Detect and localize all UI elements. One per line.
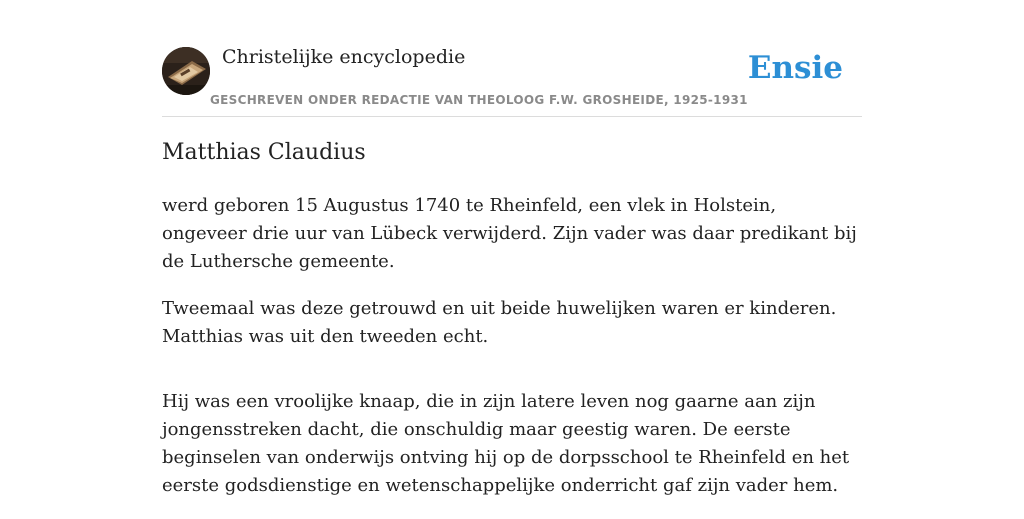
source-title[interactable]: Christelijke encyclopedie [222,46,466,68]
source-subtitle: GESCHREVEN ONDER REDACTIE VAN THEOLOOG F.W. GROSHEIDE, 1925-1931 [210,93,748,107]
article-paragraph: Hij was een vroolijke knaap, die in zijn latere leven nog gaarne aan zijn jongensstreken dacht, die onschuldig maar geestig waren. De eerste beginselen van onderwijs ontving hij op de dorpsschool te Rheinfeld en het eerste godsdienstige en wetenschappelijke onderricht gaf zijn vader hem. [162,391,850,496]
article-body [162,192,862,519]
article-title: Matthias Claudius [162,140,366,165]
source-avatar[interactable] [162,47,210,95]
article-paragraph: Tweemaal was deze getrouwd en uit beide huwelijken waren er kinderen. Matthias was uit den tweeden echt. [162,298,837,347]
source-header [162,0,862,117]
page-container [162,0,862,496]
article-paragraph: werd geboren 15 Augustus 1740 te Rheinfeld, een vlek in Holstein, ongeveer drie uur van Lübeck verwijderd. Zijn vader was daar predikant bij de Luthersche gemeente. [162,195,857,272]
brand-logo[interactable]: Ensie [747,50,843,86]
book-image-icon [162,47,210,95]
